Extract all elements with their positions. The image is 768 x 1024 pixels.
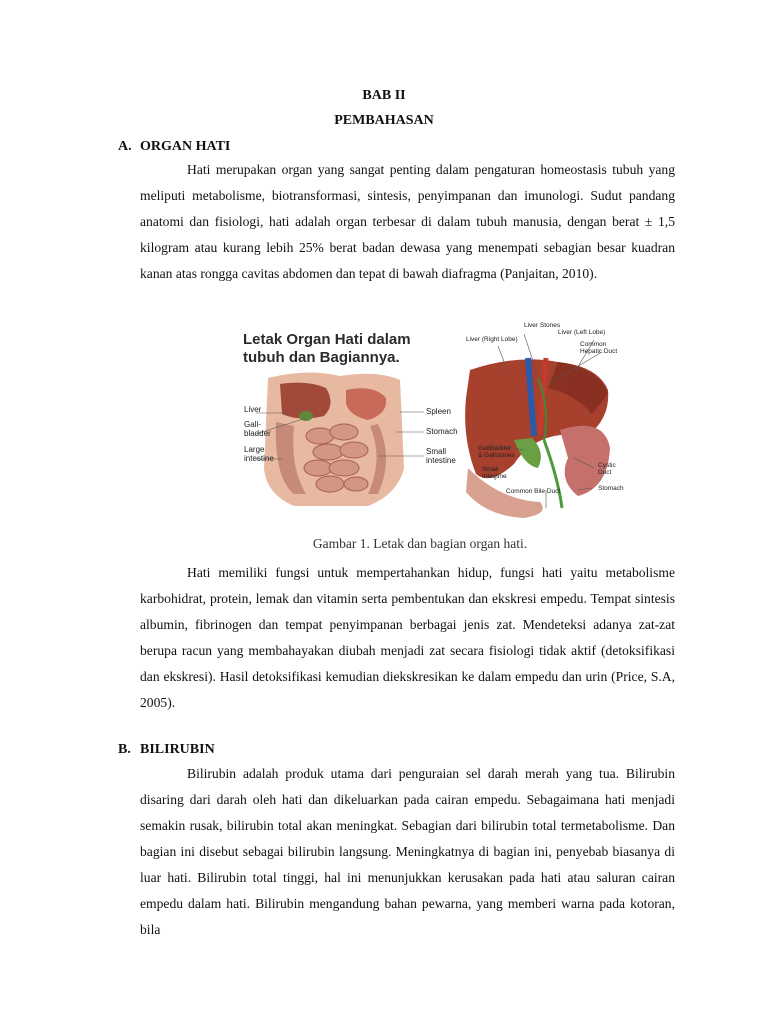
label-small-intestine-line-2: intestine <box>426 455 456 465</box>
label-liver: Liver <box>244 405 262 414</box>
section-b-number: B. <box>118 742 131 757</box>
figure-title-line-1: Letak Organ Hati dalam <box>243 331 411 348</box>
label-large-intestine-line-1: Large <box>244 445 265 454</box>
figure-title <box>243 331 411 367</box>
figure-caption: Gambar 1. Letak dan bagian organ hati. <box>312 536 528 551</box>
section-a-number: A. <box>118 139 132 154</box>
label-small-intestine-right-line-1: Small <box>482 466 499 473</box>
label-common-hepatic-duct <box>580 341 617 355</box>
section-a-heading <box>118 139 230 155</box>
label-gallbladder-line-1: Gall- <box>244 420 261 429</box>
label-small-intestine-line-1: Small <box>426 447 447 456</box>
label-gallbladder-gallstones <box>478 445 515 459</box>
torso-illustration <box>256 372 424 506</box>
label-cystic-duct <box>598 462 616 476</box>
section-b-heading <box>118 742 215 758</box>
label-liver-right-lobe: Liver (Right Lobe) <box>466 336 518 343</box>
label-common-bile-duct: Common Bile Duct <box>506 488 561 495</box>
section-b-title: BILIRUBIN <box>140 742 215 757</box>
section-a-paragraph-1: Hati merupakan organ yang sangat penting dalam pengaturan homeostasis tubuh yang meliputi metabolisme, biotransformasi, sintesis, penyimpanan dan imunologi. Sudut pandang anatomi dan fisiologi, hati adalah organ terbesar di dalam tubuh manusia, dengan berat ± 1,5 kilogram atau kurang lebih 25% berat badan dewasa yang menempati sebagian besar kuadran kanan atas rongga cavitas abdomen dan tepat di bawah diafragma (Panjaitan, 2010). <box>140 162 675 281</box>
label-small-intestine-right-line-2: Intestine <box>482 473 507 480</box>
label-liver-left-lobe: Liver (Left Lobe) <box>558 329 606 336</box>
label-small-intestine-right <box>482 466 507 480</box>
label-cystic-duct-line-1: Cystic <box>598 462 616 469</box>
label-common-hepatic-duct-line-1: Common <box>580 341 607 348</box>
label-stomach: Stomach <box>426 427 458 436</box>
label-large-intestine <box>244 446 274 463</box>
chapter-title: PEMBAHASAN <box>334 113 434 128</box>
label-gallbladder-gallstones-line-1: Gallbladder <box>478 445 512 452</box>
label-gallbladder-line-2: bladder <box>244 428 271 438</box>
label-small-intestine <box>426 448 456 465</box>
label-cystic-duct-line-2: Duct <box>598 469 612 476</box>
section-a-paragraph-2: Hati memiliki fungsi untuk mempertahankan hidup, fungsi hati yaitu metabolisme karbohidrat, protein, lemak dan vitamin serta pembentukan dan ekskresi empedu. Tempat sintesis albumin, fibrinogen dan tempat penyimpanan berbagai jenis zat. Mendeteksi adanya zat-zat berupa racun yang membahayakan diubah menjadi zat secara fisiologi tidak aktif (detoksifikasi dan ekskresi). Hasil detoksifikasi kemudian diekskresikan ke dalam empedu dan urin (Price, S.A, 2005). <box>140 565 675 710</box>
label-common-hepatic-duct-line-2: Hepatic Duct <box>580 348 618 355</box>
section-a-title: ORGAN HATI <box>140 139 231 154</box>
chapter-number: BAB II <box>362 88 406 103</box>
label-stomach-right: Stomach <box>598 485 624 492</box>
section-b-paragraph-1: Bilirubin adalah produk utama dari penguraian sel darah merah yang tua. Bilirubin disaring dari darah oleh hati dan dikeluarkan pada cairan empedu. Sebagaimana hati menjadi semakin rusak, bilirubin total akan meningkat. Sebagian dari bilirubin total termetabolisme. Dan bagian ini disebut sebagai bilirubin langsung. Meningkatnya di bagian ini, penyebab biasanya di luar hati. Bilirubin total tinggi, hal ini menunjukkan kerusakan pada hati atau saluran cairan empedu dalam hati. Bilirubin mengandung bahan pewarna, yang memberi warna pada kotoran, bila <box>140 766 675 937</box>
label-gallbladder-gallstones-line-2: & Gallstones <box>478 452 515 459</box>
figure-title-line-2: tubuh dan Bagiannya. <box>243 349 400 366</box>
label-large-intestine-line-2: intestine <box>244 453 274 463</box>
label-spleen: Spleen <box>426 407 451 416</box>
label-gallbladder <box>244 421 271 438</box>
label-liver-stones: Liver Stones <box>524 322 561 329</box>
